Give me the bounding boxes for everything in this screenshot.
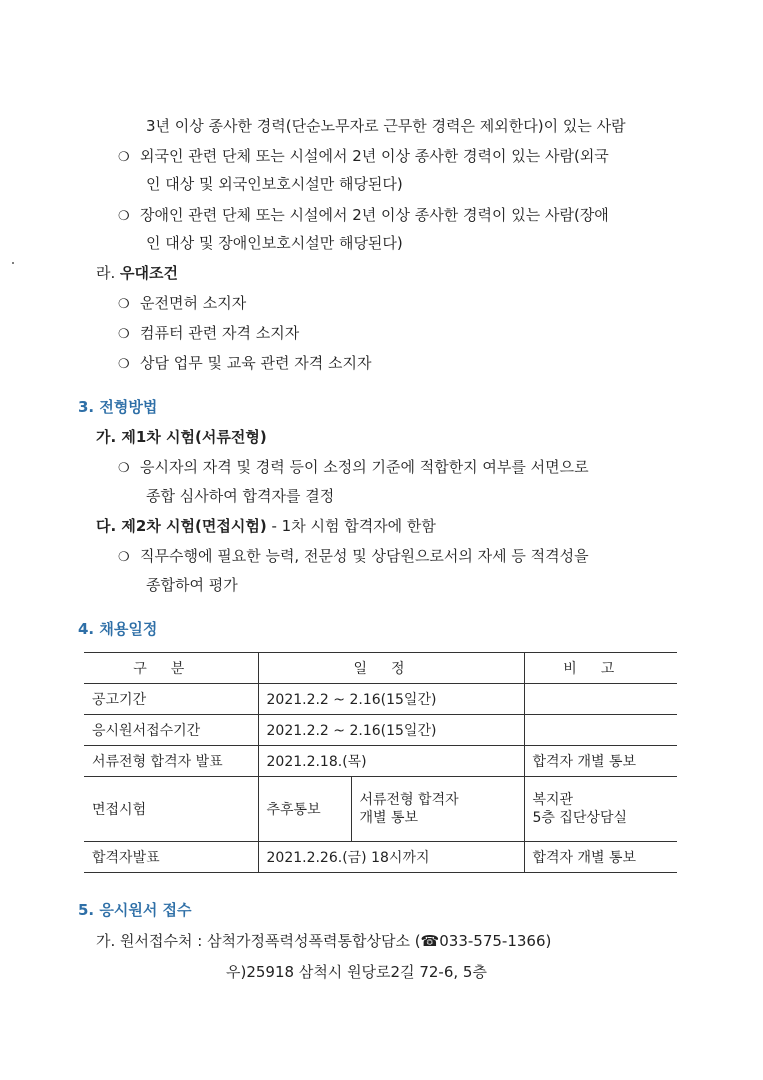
preference-heading: 우대조건 [120,264,179,282]
scan-dot [12,262,14,264]
qualification-continuation: 3년 이상 종사한 경력(단순노무자로 근무한 경력은 제외한다)이 있는 사람 [146,117,626,135]
list-item-continuation: 인 대상 및 장애인보호시설만 해당된다) [146,234,403,252]
list-item [118,353,371,375]
row-label: 공고기간 [84,684,258,715]
list-item [118,205,609,227]
row-note [524,684,677,715]
row-label: 합격자발표 [84,842,258,873]
row-schedule-a: 추후통보 [258,777,351,842]
table-row [84,777,677,842]
preference-title [96,263,178,283]
list-item [118,323,299,345]
table-row [84,842,677,873]
header-note: 비고 [524,653,677,684]
section-heading-selection-method: 3. 전형방법 [78,398,158,416]
application-office: 가. 원서접수처 : 삼척가정폭력성폭력통합상담소 (☎033-575-1366) [96,932,552,950]
list-item-continuation: 종합하여 평가 [146,576,238,594]
table-header-row [84,653,677,684]
section-heading-schedule: 4. 채용일정 [78,620,158,638]
list-item [118,546,589,568]
list-item-continuation: 인 대상 및 외국인보호시설만 해당된다) [146,175,403,193]
list-item [118,146,609,168]
row-schedule: 2021.2.18.(목) [258,746,524,777]
header-schedule: 일정 [258,653,524,684]
row-label: 면접시험 [84,777,258,842]
subsection-title: 다. 제2차 시험(면접시험) [96,517,267,535]
table-row [84,684,677,715]
schedule-b-line1: 서류전형 합격자 [359,792,459,808]
subsection-first-exam: 가. 제1차 시험(서류전형) [96,428,267,446]
row-schedule-b [351,777,524,842]
list-item [118,293,246,315]
row-label: 서류전형 합격자 발표 [84,746,258,777]
circle-bullet-icon: ❍ [118,550,130,565]
schedule-b-line2: 개별 통보 [359,810,419,826]
row-schedule: 2021.2.26.(금) 18시까지 [258,842,524,873]
list-item-text: 응시자의 자격 및 경력 등이 소정의 기준에 적합한지 여부를 서면으로 [140,458,589,476]
table-row [84,746,677,777]
row-schedule: 2021.2.2 ~ 2.16(15일간) [258,715,524,746]
circle-bullet-icon: ❍ [118,150,130,165]
note-line1: 복지관 [532,792,574,808]
list-item-text: 외국인 관련 단체 또는 시설에서 2년 이상 종사한 경력이 있는 사람(외국 [140,147,609,165]
list-item-text: 장애인 관련 단체 또는 시설에서 2년 이상 종사한 경력이 있는 사람(장애 [140,206,609,224]
header-category: 구분 [84,653,258,684]
row-label: 응시원서접수기간 [84,715,258,746]
section-heading-application: 5. 응시원서 접수 [78,901,192,919]
list-item-text: 직무수행에 필요한 능력, 전문성 및 상담원으로서의 자세 등 적격성을 [140,547,589,565]
list-item [118,457,589,479]
row-note: 합격자 개별 통보 [524,842,677,873]
subsection-note: - 1차 시험 합격자에 한함 [266,517,436,535]
circle-bullet-icon: ❍ [118,209,130,224]
table-row [84,715,677,746]
row-schedule: 2021.2.2 ~ 2.16(15일간) [258,684,524,715]
application-address: 우)25918 삼척시 원당로2길 72-6, 5층 [226,963,487,981]
row-note: 합격자 개별 통보 [524,746,677,777]
list-item-continuation: 종합 심사하여 합격자를 결정 [146,487,335,505]
circle-bullet-icon: ❍ [118,297,130,312]
circle-bullet-icon: ❍ [118,357,130,372]
preference-label: 라. [96,264,116,282]
schedule-table [84,652,677,873]
list-item-text: 컴퓨터 관련 자격 소지자 [140,324,300,342]
note-line2: 5층 집단상담실 [532,810,628,826]
list-item-text: 운전면허 소지자 [140,294,247,312]
circle-bullet-icon: ❍ [118,461,130,476]
row-note [524,715,677,746]
row-note [524,777,677,842]
list-item-text: 상담 업무 및 교육 관련 자격 소지자 [140,354,372,372]
circle-bullet-icon: ❍ [118,327,130,342]
subsection-second-exam [96,516,436,536]
